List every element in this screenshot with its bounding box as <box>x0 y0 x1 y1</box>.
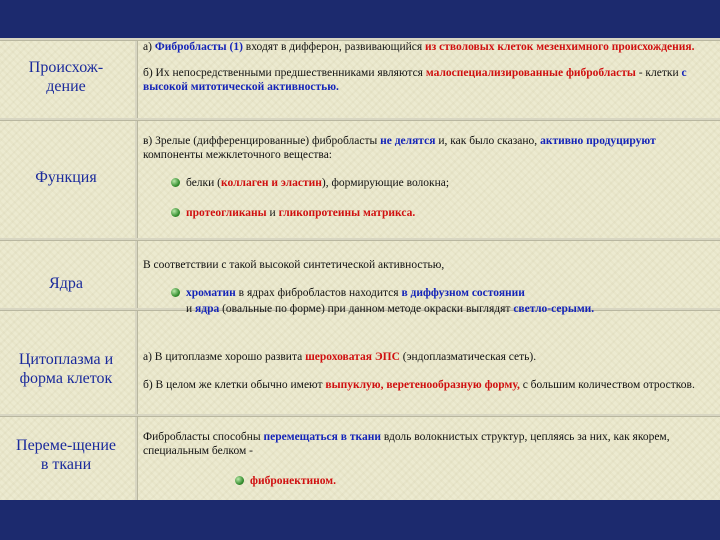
row-content-nuclei <box>143 258 715 316</box>
text-segment: б) В целом же клетки обычно имеют <box>143 379 326 391</box>
text-segment: с большим количеством отростков. <box>519 379 695 391</box>
text-segment: малоспециализированные фибробласты <box>425 67 636 79</box>
text-segment: шероховатая ЭПС <box>305 351 400 363</box>
line <box>143 378 715 392</box>
row-label-origin <box>0 58 132 96</box>
text-segment: (эндоплазматическая сеть). <box>399 351 537 363</box>
bullet-item <box>235 474 715 488</box>
row-content-cytoplasm <box>143 350 715 392</box>
row-content-function <box>143 134 715 220</box>
line <box>143 258 715 272</box>
line <box>186 302 715 316</box>
label-text: Происхож-дение <box>28 59 104 95</box>
green-bullet-icon <box>171 178 180 187</box>
text-segment: коллаген и эластин <box>221 177 322 189</box>
line <box>143 40 715 54</box>
text-segment: гликопротеины матрикса. <box>278 207 416 219</box>
text-segment: с высокой митотической активностью. <box>143 67 687 93</box>
row-label-nuclei: Ядра <box>49 275 83 292</box>
text-segment: а) <box>143 41 155 53</box>
text-segment: перемещаться в ткани <box>263 431 381 443</box>
bottom-bar <box>0 500 720 540</box>
label-text: Цитоплазма и форма клеток <box>18 351 114 387</box>
green-bullet-icon <box>171 288 180 297</box>
row-content-movement <box>143 430 715 488</box>
text-segment: Фибробласты способны <box>143 431 264 443</box>
text-segment: и, как было сказано, <box>435 135 541 147</box>
row-divider <box>0 118 720 121</box>
text-segment: ), формирующие волокна; <box>321 177 450 189</box>
bullet-item <box>171 286 715 300</box>
text-segment: входят в дифферон, развивающийся <box>242 41 426 53</box>
green-bullet-icon <box>171 208 180 217</box>
text-segment: не делятся <box>380 135 436 147</box>
bullet-item <box>171 206 715 220</box>
text-segment: активно продуцируют <box>540 135 656 147</box>
row-label-function: Функция <box>35 169 97 186</box>
text-segment: Фибробласты (1) <box>154 41 243 53</box>
text-segment: - клетки <box>635 67 682 79</box>
text-segment: протеогликаны <box>186 207 267 219</box>
text-segment: из стволовых клеток мезенхимного происхождения. <box>425 41 695 53</box>
text-segment: компоненты межклеточного вещества: <box>143 149 333 161</box>
text-segment: светло-серыми. <box>513 303 595 315</box>
text-segment: (овальные по форме) при данном методе окраски выглядят <box>219 303 514 315</box>
text-segment: в ядрах фибробластов находится <box>235 287 402 299</box>
text-segment: в) Зрелые (дифференцированные) фибробласты <box>143 135 381 147</box>
content-table <box>0 38 720 500</box>
bullet-item <box>171 176 715 190</box>
text-segment: хроматин <box>186 287 236 299</box>
line <box>143 350 715 364</box>
label-text: Переме-щение в ткани <box>16 437 116 473</box>
text-segment: белки ( <box>186 177 221 189</box>
column-divider <box>135 38 138 500</box>
text-segment: б) Их непосредственными предшественниками являются <box>143 67 426 79</box>
text-segment: В соответствии с такой высокой синтетической активностью, <box>143 259 445 271</box>
line <box>143 134 715 162</box>
text-segment: ядра <box>195 303 220 315</box>
text-segment: и <box>266 207 279 219</box>
green-bullet-icon <box>235 476 244 485</box>
text-segment: вдоль волокнистых структур, цепляясь за них, как якорем, специальным белком - <box>143 431 670 457</box>
text-segment: фибронектином. <box>250 475 336 487</box>
row-label-cytoplasm <box>0 350 132 388</box>
row-content-origin <box>143 40 715 94</box>
row-divider <box>0 414 720 417</box>
row-label-movement <box>0 436 132 474</box>
line <box>143 430 715 458</box>
text-segment: в диффузном состоянии <box>401 287 525 299</box>
row-divider <box>0 238 720 241</box>
text-segment: выпуклую, веретенообразную форму, <box>325 379 520 391</box>
text-segment: и <box>186 303 196 315</box>
line <box>143 66 715 94</box>
top-bar <box>0 0 720 38</box>
text-segment: а) В цитоплазме хорошо развита <box>143 351 306 363</box>
